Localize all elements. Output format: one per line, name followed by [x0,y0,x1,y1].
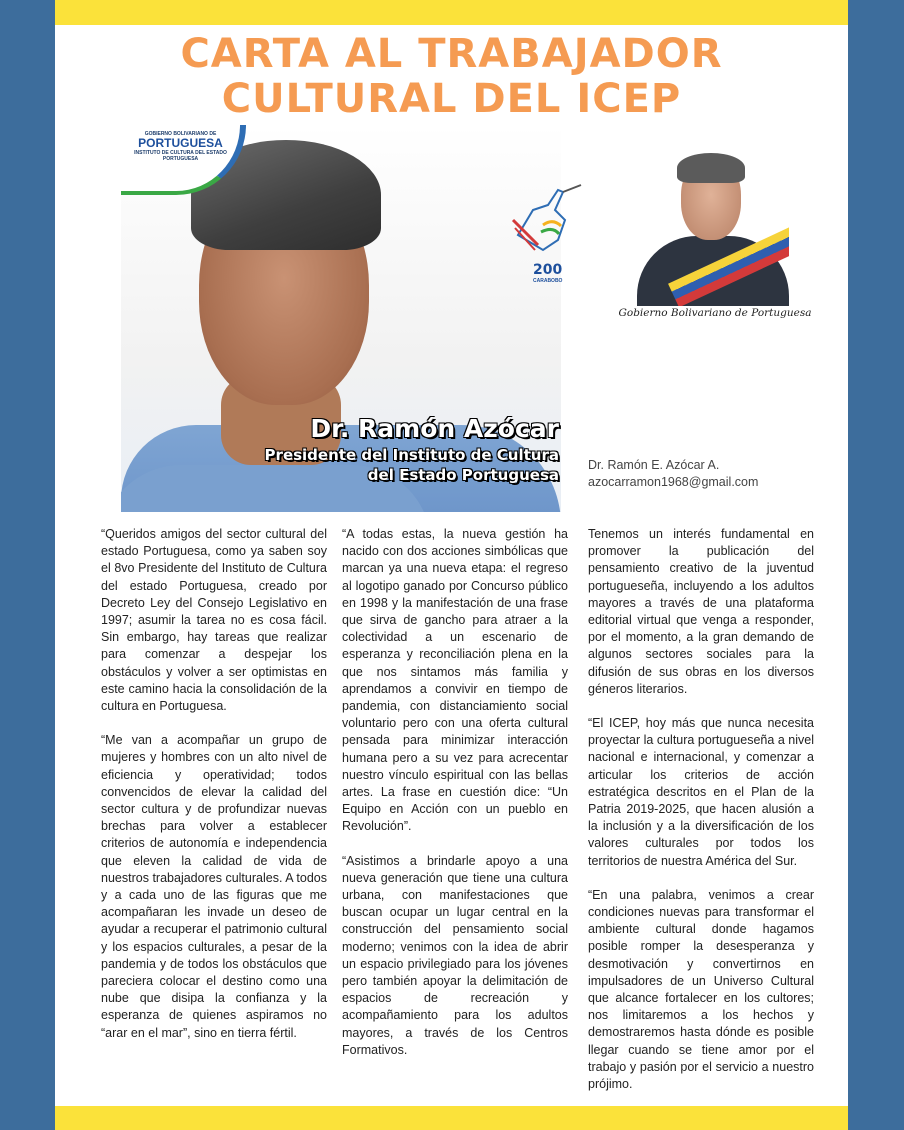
bicentennial-emblem [503,180,588,295]
paragraph: Tenemos un interés fundamental en promover la publicación del pensamiento creativo de la juventud portugueseña, incluyendo a los adultos mayores a través de una plataforma editorial virtual que venga a responder, por el momento, a la gran demando de algunos sectores sociales para la difusión de sus obras en los diversos géneros literarios. [588,527,814,696]
paragraph: “Me van a acompañar un grupo de mujeres y hombres con un alto nivel de eficiencia y operatividad; todos convencidos de elevar la calidad del sector cultura y de profundizar nuevas brechas para volver a establecer criterios de autonomía e independencia que eleven la calidad de vida de nuestros trabajadores culturales. A todos y a cada uno de las figuras que me acompañaran les invade un deseo de ayudar a recuperar el patrimonio cultural y los espacios culturales, a pesar de la pandemia y de todos los obstáculos que pareciera colocar el destino como una nube que disipa la confianza y la esperanza de quienes aspiramos no “arar en el mar”, sino en tierra fértil. [101,733,327,1040]
bottom-yellow-band [55,1106,848,1130]
governor-caption: Gobierno Bolivariano de Portuguesa [618,307,812,319]
nameplate [241,413,561,485]
logo-line-1: GOBIERNO BOLIVARIANO DE [144,131,217,137]
governor-hair [677,153,745,183]
author-contact [588,457,818,491]
title-line-2: CULTURAL DEL ICEP [221,76,682,122]
emblem-label: CARABOBO [533,278,563,284]
nameplate-role-1: Presidente del Instituto de Cultura [264,446,559,464]
paragraph: “El ICEP, hoy más que nunca necesita proyectar la cultura portugueseña a nivel nacional e internacional, y comenzar a articular los criterios de acción estratégica descritos en el Plan de la Patria 2019-2025, que hacen alusión a la inclusión y a la diversificación de los valores culturales por todos los territorios de nuestra América del Sur. [588,716,814,868]
main-portrait-photo [121,125,561,512]
column-2 [342,526,568,1076]
title-line-1: CARTA AL TRABAJADOR [180,31,723,77]
author-email[interactable]: azocarramon1968@gmail.com [588,475,759,489]
document-page [55,0,848,1130]
logo-line-2: PORTUGUESA [138,136,223,150]
paragraph: “Asistimos a brindarle apoyo a una nueva generación que tiene una cultura urbana, con manifestaciones que buscan ocupar un lugar central en la construcción del pensamiento social moderno; venimos con la idea de abrir un espacio privilegiado para los jóvenes pero también apoyar la delimitación de espacios de recreación y acompañamiento para los adultos mayores, a través de los Centros Formativos. [342,853,568,1057]
paragraph: “A todas estas, la nueva gestión ha nacido con dos acciones simbólicas que marcan ya una nueva etapa: el regreso al logotipo ganado por Concurso público en 1998 y la manifestación de una frase que sirva de gancho para atraer a la colectividad a un escenario de esperanza y reconciliación plena en la que nos sintamos más familia y aprendamos a convivir en tiempo de pandemia, con distanciamiento social voluntario pero con una oferta cultural pensada para minimizar interacción humana pero a su vez para acrecentar nuestro vínculo espiritual con las bellas artes. La frase en cuestión dice: “Un Equipo en Acción con un pueblo en Revolución”. [342,527,568,834]
nameplate-name: Dr. Ramón Azócar [310,414,559,443]
logo-line-3: INSTITUTO DE CULTURA DEL ESTADO PORTUGUESA [134,150,227,162]
horseman-emblem-icon [503,180,588,265]
column-1 [101,526,327,1059]
nameplate-role-2: del Estado Portuguesa [367,466,559,484]
emblem-number: 200 [533,262,563,278]
paragraph: “En una palabra, venimos a crear condiciones nuevas para transformar el ambiente cultural donde hagamos posible romper la desesperanza y desmotivación y convertirnos en impulsadores de un Universo Cultural que alcance fortalecer en los cultores; nos limitaremos a los hechos y demostraremos hasta dónde es posible llegar cuando se tiene amor por el trabajo y pasión por el servicio a nuestro prójimo. [588,887,814,1092]
top-yellow-band [55,0,848,25]
column-3 [588,526,814,1110]
page-title [55,32,848,122]
paragraph: “Queridos amigos del sector cultural del estado Portuguesa, como ya saben soy el 8vo Presidente del Instituto de Cultura del estado Portuguesa, creado por Decreto Ley del Consejo Legislativo en 1997; asumir la tarea no es cosa fácil. Sin embargo, hay tareas que realizar para comenzar a despejar los obstáculos y volver a ser optimistas en este camino hacia la consolidación de la cultura en Portuguesa. [101,527,327,714]
governor-portrait [637,148,789,306]
author-name: Dr. Ramón E. Azócar A. [588,458,720,472]
